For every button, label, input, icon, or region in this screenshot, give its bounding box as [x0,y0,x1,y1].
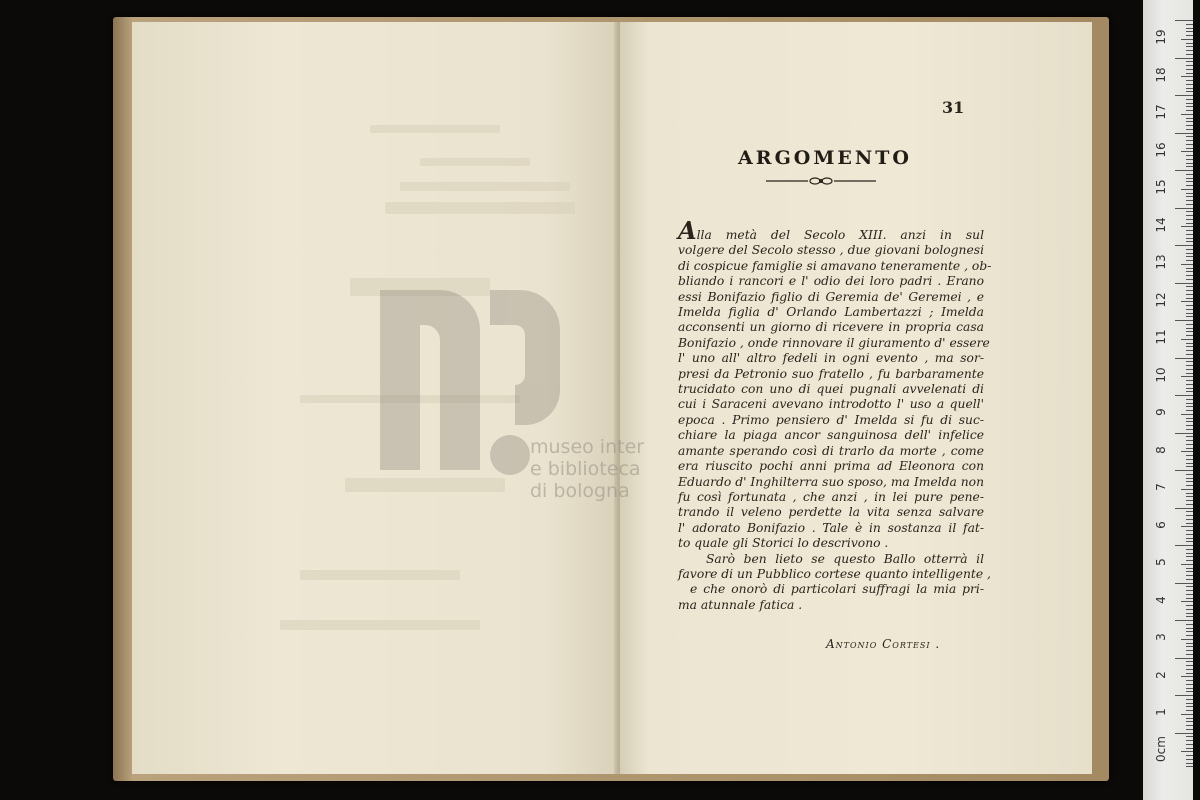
ruler-tick [1186,324,1193,325]
ruler-tick [1175,545,1193,546]
ruler-tick [1181,751,1193,752]
ruler-tick [1186,721,1193,722]
text-line [678,566,991,582]
page-title: ARGOMENTO [738,147,912,169]
ruler-tick [1186,598,1193,599]
ruler-number: 12 [1154,291,1168,308]
ruler-tick [1186,181,1193,182]
ruler-tick [1175,733,1193,734]
ruler-number: 17 [1154,104,1168,120]
ruler-tick [1175,620,1193,621]
ruler-tick [1186,125,1193,126]
text-line-content: essi Bonifazio figlio di Geremia de' Geremei , e [678,289,984,304]
ruler-tick [1186,515,1193,516]
ruler-tick [1181,714,1193,715]
ruler-tick [1175,20,1193,21]
ruler-tick [1186,144,1193,145]
text-line [678,243,984,258]
text-line [678,335,990,351]
ruler-tick [1186,744,1193,745]
ruler-tick [1186,729,1193,730]
ruler-tick [1186,24,1193,25]
ruler-tick [1186,140,1193,141]
ruler-tick [1186,410,1193,411]
text-line [678,505,984,520]
ruler-tick [1175,658,1193,659]
text-line [678,382,984,397]
ruler-tick [1186,31,1193,32]
ruler-tick [1186,163,1193,164]
text-line [678,490,984,505]
ruler-tick [1186,354,1193,355]
ruler-tick [1186,204,1193,205]
text-line-content: chiare la piaga ancor sanguinosa dell' infelice [678,428,984,443]
ruler-tick [1186,50,1193,51]
ruler-tick [1186,523,1193,524]
ruler-tick [1181,489,1193,490]
ruler-tick [1181,339,1193,340]
ruler-tick [1181,376,1193,377]
ruler-tick [1186,406,1193,407]
text-line [678,582,984,597]
ruler-number: 4 [1154,595,1168,604]
ruler-tick [1186,725,1193,726]
ruler-tick [1186,688,1193,689]
text-line [678,305,984,320]
ruler-tick [1186,624,1193,625]
ruler-tick [1186,166,1193,167]
ruler-tick [1186,594,1193,595]
ruler-tick [1186,459,1193,460]
ruler-tick [1175,245,1193,246]
text-line-content: di cospicue famiglie si amavano teneramente , ob- [678,258,992,273]
measuring-ruler [1143,0,1193,800]
ruler-tick [1175,695,1193,696]
ruler-tick [1181,639,1193,640]
ruler-tick [1186,530,1193,531]
ruler-tick [1175,583,1193,584]
ruler-tick [1186,193,1193,194]
ornament-divider-icon [766,175,876,187]
ruler-tick [1186,691,1193,692]
ruler-tick [1175,508,1193,509]
ruler-number: 0cm [1154,735,1168,762]
text-line-content: to quale gli Storici lo descrivono . [678,536,889,551]
ruler-number: 3 [1154,633,1168,641]
ruler-tick [1181,114,1193,115]
ruler-tick [1175,170,1193,171]
text-line [678,367,984,382]
ruler-tick [1186,399,1193,400]
ruler-tick [1186,586,1193,587]
ruler-tick [1186,609,1193,610]
ruler-tick [1186,69,1193,70]
text-line [678,552,984,567]
ruler-number: 7 [1154,483,1168,491]
ruler-tick [1186,740,1193,741]
ruler-tick [1186,106,1193,107]
ruler-tick [1175,133,1193,134]
text-line [678,521,984,536]
ruler-tick [1186,380,1193,381]
ruler-tick [1186,256,1193,257]
ruler-tick [1186,148,1193,149]
bleed-through-mark [300,570,460,580]
text-line-content: l' adorato Bonifazio . Tale è in sostanza il fat- [678,520,984,535]
ruler-tick [1186,238,1193,239]
ruler-tick [1186,444,1193,445]
text-line-content: trando il veleno perdette la vita senza salvare [678,505,984,520]
bleed-through-mark [370,125,500,133]
bleed-through-mark [280,620,480,630]
text-line [678,444,984,459]
text-line-content: cui i Saraceni avevano introdotto l' uso a quell' [678,397,984,412]
ruler-tick [1186,211,1193,212]
ruler-tick [1186,511,1193,512]
ruler-tick [1175,433,1193,434]
ruler-tick [1186,635,1193,636]
ruler-tick [1186,553,1193,554]
ruler-tick [1186,43,1193,44]
ruler-tick [1186,613,1193,614]
ruler-tick [1186,215,1193,216]
ruler-tick [1186,748,1193,749]
bleed-through-mark [345,478,505,492]
ruler-tick [1181,601,1193,602]
ruler-tick [1186,80,1193,81]
ruler-tick [1181,151,1193,152]
ruler-tick [1186,665,1193,666]
ruler-tick [1186,91,1193,92]
ruler-tick [1186,706,1193,707]
ruler-tick [1186,628,1193,629]
ruler-tick [1181,301,1193,302]
ruler-tick [1181,76,1193,77]
ruler-tick [1186,200,1193,201]
ruler-tick [1186,313,1193,314]
ruler-tick [1186,474,1193,475]
argomento-body-text [678,216,992,613]
ruler-tick [1186,684,1193,685]
ruler-tick [1186,736,1193,737]
text-line-content: era riuscito pochi anni prima ad Eleonora con [678,459,984,474]
ruler-tick [1186,429,1193,430]
ruler-tick [1186,388,1193,389]
ruler-tick [1186,249,1193,250]
bleed-through-mark [385,202,575,214]
ruler-tick [1186,328,1193,329]
ruler-number: 10 [1154,366,1168,383]
ruler-tick [1186,669,1193,670]
ruler-tick [1181,39,1193,40]
ruler-tick [1175,395,1193,396]
ruler-tick [1186,61,1193,62]
ruler-tick [1186,73,1193,74]
ruler-tick [1186,365,1193,366]
ruler-number: 14 [1154,216,1168,233]
ruler-tick [1186,219,1193,220]
text-line-content: favore di un Pubblico cortese quanto intelligente , [678,566,991,581]
ruler-tick [1186,223,1193,224]
ruler-tick [1186,331,1193,332]
ruler-tick [1186,616,1193,617]
ruler-tick [1186,234,1193,235]
ruler-tick [1186,110,1193,111]
ruler-tick [1186,346,1193,347]
text-line [678,290,984,305]
ruler-tick [1186,343,1193,344]
ruler-tick [1186,418,1193,419]
text-line-content: amante sperando così di trarlo da morte , come [678,443,984,458]
ruler-tick [1186,466,1193,467]
ruler-tick [1186,710,1193,711]
text-line-content: ma atunnale fatica . [678,597,803,612]
ruler-tick [1186,155,1193,156]
ruler-tick [1175,283,1193,284]
ruler-tick [1186,28,1193,29]
ruler-tick [1186,253,1193,254]
ruler-tick [1186,718,1193,719]
ruler-tick [1186,290,1193,291]
drop-cap: A [678,216,697,245]
ruler-tick [1186,294,1193,295]
text-line-content: Eduardo d' Inghilterra suo sposo, ma Imelda non [678,474,984,489]
ruler-tick [1186,766,1193,767]
text-line [678,216,984,245]
ruler-tick [1186,568,1193,569]
ruler-number: 11 [1154,329,1168,345]
ruler-tick [1186,519,1193,520]
ruler-tick [1186,699,1193,700]
ruler-tick [1186,136,1193,137]
ruler-tick [1186,504,1193,505]
ruler-number: 13 [1154,254,1168,270]
text-line [678,320,984,335]
ruler-tick [1186,650,1193,651]
ruler-tick [1186,496,1193,497]
ruler-tick [1186,286,1193,287]
ruler-tick [1186,403,1193,404]
ruler-tick [1186,421,1193,422]
ruler-tick [1186,298,1193,299]
ruler-tick [1186,478,1193,479]
ruler-tick [1186,440,1193,441]
ruler-number: 9 [1154,408,1168,416]
ruler-number: 1 [1154,708,1168,716]
text-line [678,475,984,490]
text-line [678,258,992,274]
ruler-number: 16 [1154,141,1168,158]
ruler-tick [1186,196,1193,197]
text-line [678,397,984,412]
ruler-tick [1186,373,1193,374]
text-line-content: e che onorò di particolari suffragi la mia pri- [690,582,984,597]
text-line [678,428,984,443]
text-line-content: volgere del Secolo stesso , due giovani bolognesi [678,243,984,258]
bleed-through-mark [420,158,530,166]
ruler-tick [1186,763,1193,764]
ruler-tick [1186,485,1193,486]
ruler-tick [1186,436,1193,437]
ruler-tick [1186,541,1193,542]
ruler-tick [1186,185,1193,186]
ruler-number: 19 [1154,29,1168,45]
ruler-tick [1181,526,1193,527]
ruler-tick [1186,99,1193,100]
ruler-tick [1186,129,1193,130]
text-line-content: l' uno all' altro fedeli in ogni evento , ma sor- [678,351,984,366]
ruler-tick [1186,275,1193,276]
ruler-tick [1186,118,1193,119]
text-line-content: Bonifazio , onde rinnovare il giuramento d' essere [678,335,990,350]
ruler-number: 8 [1154,445,1168,454]
text-line-content: acconsenti un giorno di ricevere in propria casa [678,320,984,335]
ruler-tick [1181,564,1193,565]
ruler-tick [1186,643,1193,644]
ruler-tick [1186,448,1193,449]
page-number: 31 [942,98,965,117]
ruler-tick [1186,549,1193,550]
ruler-tick [1186,391,1193,392]
text-line-content: bliando i rancori e l' odio dei loro padri . Erano [678,274,984,289]
ruler-tick [1186,481,1193,482]
ruler-tick [1186,361,1193,362]
ruler-number: 2 [1154,670,1168,679]
ruler-tick [1186,279,1193,280]
ruler-tick [1186,605,1193,606]
ruler-tick [1175,320,1193,321]
text-line [678,536,984,551]
ruler-tick [1186,350,1193,351]
ruler-tick [1186,309,1193,310]
ruler-tick [1186,230,1193,231]
text-line-content: Sarò ben lieto se questo Ballo otterrà il [706,551,984,566]
ruler-tick [1186,268,1193,269]
ruler-tick [1186,178,1193,179]
ruler-tick [1186,703,1193,704]
text-line [678,598,984,613]
ruler-tick [1175,208,1193,209]
text-line-content: lla metà del Secolo XIII. anzi in sul [696,228,984,242]
ruler-tick [1186,631,1193,632]
ruler-tick [1175,58,1193,59]
text-line [678,274,984,289]
ruler-tick [1181,264,1193,265]
ruler-number: 18 [1154,66,1168,83]
ruler-tick [1181,451,1193,452]
ruler-tick [1186,369,1193,370]
text-line-content: epoca . Primo pensiero d' Imelda si fu di suc- [678,412,984,427]
ruler-tick [1186,241,1193,242]
ruler-tick [1186,575,1193,576]
ruler-tick [1181,226,1193,227]
ruler-tick [1186,579,1193,580]
ruler-tick [1186,159,1193,160]
ruler-tick [1186,121,1193,122]
ruler-tick [1186,556,1193,557]
ruler-tick [1186,500,1193,501]
ruler-tick [1186,305,1193,306]
ruler-tick [1186,84,1193,85]
museum-watermark-text: museo inter e biblioteca di bologna [530,436,645,502]
ruler-number: 15 [1154,179,1168,195]
ruler-tick [1186,493,1193,494]
text-line-content: presi da Petronio suo fratello , fu barbaramente [678,366,984,381]
author-signature: Antonio Cortesi . [826,637,941,651]
ruler-tick [1186,661,1193,662]
ruler-tick [1186,174,1193,175]
ruler-tick [1186,335,1193,336]
text-line [678,413,984,428]
ruler-number: 6 [1154,520,1168,529]
ruler-tick [1186,384,1193,385]
ruler-tick [1186,755,1193,756]
ruler-tick [1175,358,1193,359]
ruler-tick [1186,590,1193,591]
ruler-tick [1186,534,1193,535]
ruler-tick [1175,470,1193,471]
ruler-tick [1186,35,1193,36]
ruler-tick [1186,46,1193,47]
text-line-content: trucidato con uno di quei pugnali avvelenati di [678,382,984,397]
ruler-tick [1186,103,1193,104]
ruler-tick [1186,463,1193,464]
ruler-tick [1186,646,1193,647]
ruler-tick [1186,88,1193,89]
ruler-tick [1186,54,1193,55]
text-line [678,351,984,366]
ruler-tick [1186,455,1193,456]
ruler-tick [1186,271,1193,272]
ruler-tick [1186,571,1193,572]
ruler-tick [1181,189,1193,190]
ruler-tick [1186,759,1193,760]
ruler-tick [1186,654,1193,655]
ruler-tick [1175,95,1193,96]
ruler-tick [1186,65,1193,66]
ruler-tick [1186,560,1193,561]
ruler-tick [1181,414,1193,415]
bleed-through-mark [400,182,570,191]
ruler-tick [1186,260,1193,261]
ruler-tick [1186,680,1193,681]
text-line-content: fu così fortunata , che anzi , in lei pure pene- [678,489,984,504]
text-line [678,459,984,474]
ruler-number: 5 [1154,558,1168,566]
text-line-content: Imelda figlia d' Orlando Lambertazzi ; Imelda [678,305,984,320]
ruler-tick [1186,538,1193,539]
ruler-tick [1186,425,1193,426]
ruler-tick [1186,316,1193,317]
ruler-tick [1186,673,1193,674]
ruler-tick [1181,676,1193,677]
